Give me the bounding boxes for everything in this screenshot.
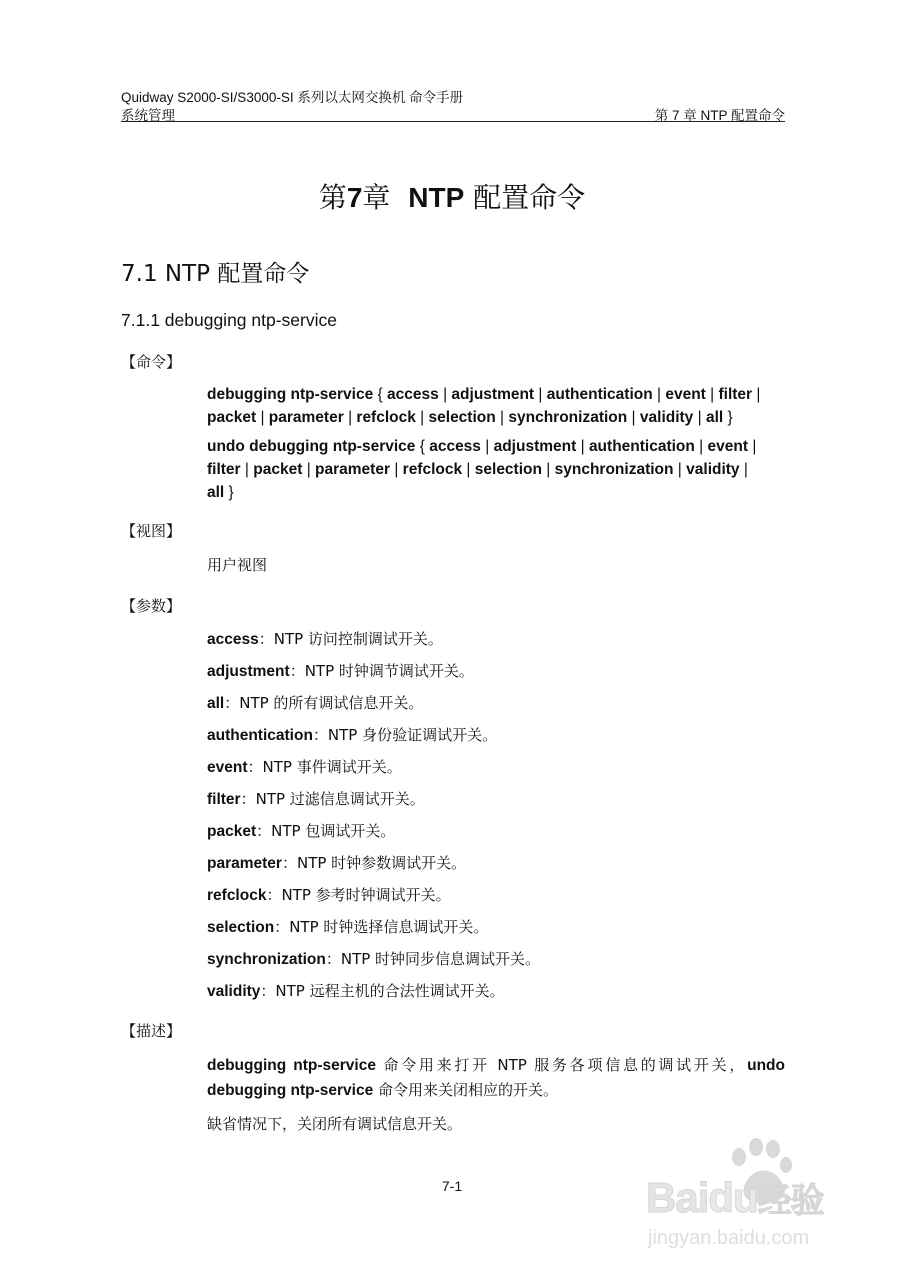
param-item: synchronization：NTP 时钟同步信息调试开关。 bbox=[207, 950, 541, 968]
param-item: filter：NTP 过滤信息调试开关。 bbox=[207, 790, 425, 808]
param-item: validity：NTP 远程主机的合法性调试开关。 bbox=[207, 982, 505, 1000]
header-rule bbox=[121, 121, 785, 122]
param-item: refclock：NTP 参考时钟调试开关。 bbox=[207, 886, 451, 904]
section-title: 7.1 NTP 配置命令 bbox=[121, 261, 310, 287]
chapter-title: 第7章 NTP 配置命令 bbox=[318, 181, 586, 214]
tag-command: 【命令】 bbox=[121, 353, 182, 371]
param-item: access：NTP 访问控制调试开关。 bbox=[207, 630, 443, 648]
param-item: adjustment：NTP 时钟调节调试开关。 bbox=[207, 662, 474, 680]
param-item: packet：NTP 包调试开关。 bbox=[207, 822, 396, 840]
product-text: 经验 bbox=[757, 1181, 824, 1221]
param-item: all：NTP 的所有调试信息开关。 bbox=[207, 694, 424, 712]
header-title: Quidway S2000-SI/S3000-SI 系列以太网交换机 命令手册 bbox=[121, 90, 464, 105]
brand-text: Bai bbox=[646, 1174, 709, 1221]
command-undo-syntax: undo debugging ntp-service { access | adjustment | authentication | event | filter | packet | parameter | refclock | selection | synchronization | validity | all } bbox=[207, 438, 757, 501]
tag-description: 【描述】 bbox=[121, 1022, 182, 1040]
description-paragraph: debugging ntp-service 命令用来打开 NTP 服务各项信息的调试开关，undo debugging ntp-service 命令用来关闭相应的开关。 bbox=[207, 1056, 785, 1099]
subsection-title: 7.1.1 debugging ntp-service bbox=[121, 310, 337, 330]
baidu-jingyan-watermark bbox=[646, 1135, 856, 1275]
header-chapter-ref: 第 7 章 NTP 配置命令 bbox=[654, 108, 785, 123]
view-value: 用户视图 bbox=[207, 556, 268, 574]
page-number: 7-1 bbox=[441, 1178, 463, 1194]
description-default: 缺省情况下，关闭所有调试信息开关。 bbox=[207, 1115, 463, 1133]
watermark-url: jingyan.baidu.com bbox=[648, 1227, 810, 1249]
tag-params: 【参数】 bbox=[121, 597, 182, 615]
tag-view: 【视图】 bbox=[121, 522, 182, 540]
param-item: selection：NTP 时钟选择信息调试开关。 bbox=[207, 918, 489, 936]
param-item: authentication：NTP 身份验证调试开关。 bbox=[207, 726, 498, 744]
header-section: 系统管理 bbox=[121, 108, 175, 123]
param-item: parameter：NTP 时钟参数调试开关。 bbox=[207, 854, 467, 872]
command-syntax: debugging ntp-service { access | adjustment | authentication | event | filter | packet | parameter | refclock | selection | synchronization | validity | all } bbox=[207, 386, 761, 426]
param-item: event：NTP 事件调试开关。 bbox=[207, 758, 402, 776]
brand-text-du: du bbox=[708, 1174, 758, 1221]
